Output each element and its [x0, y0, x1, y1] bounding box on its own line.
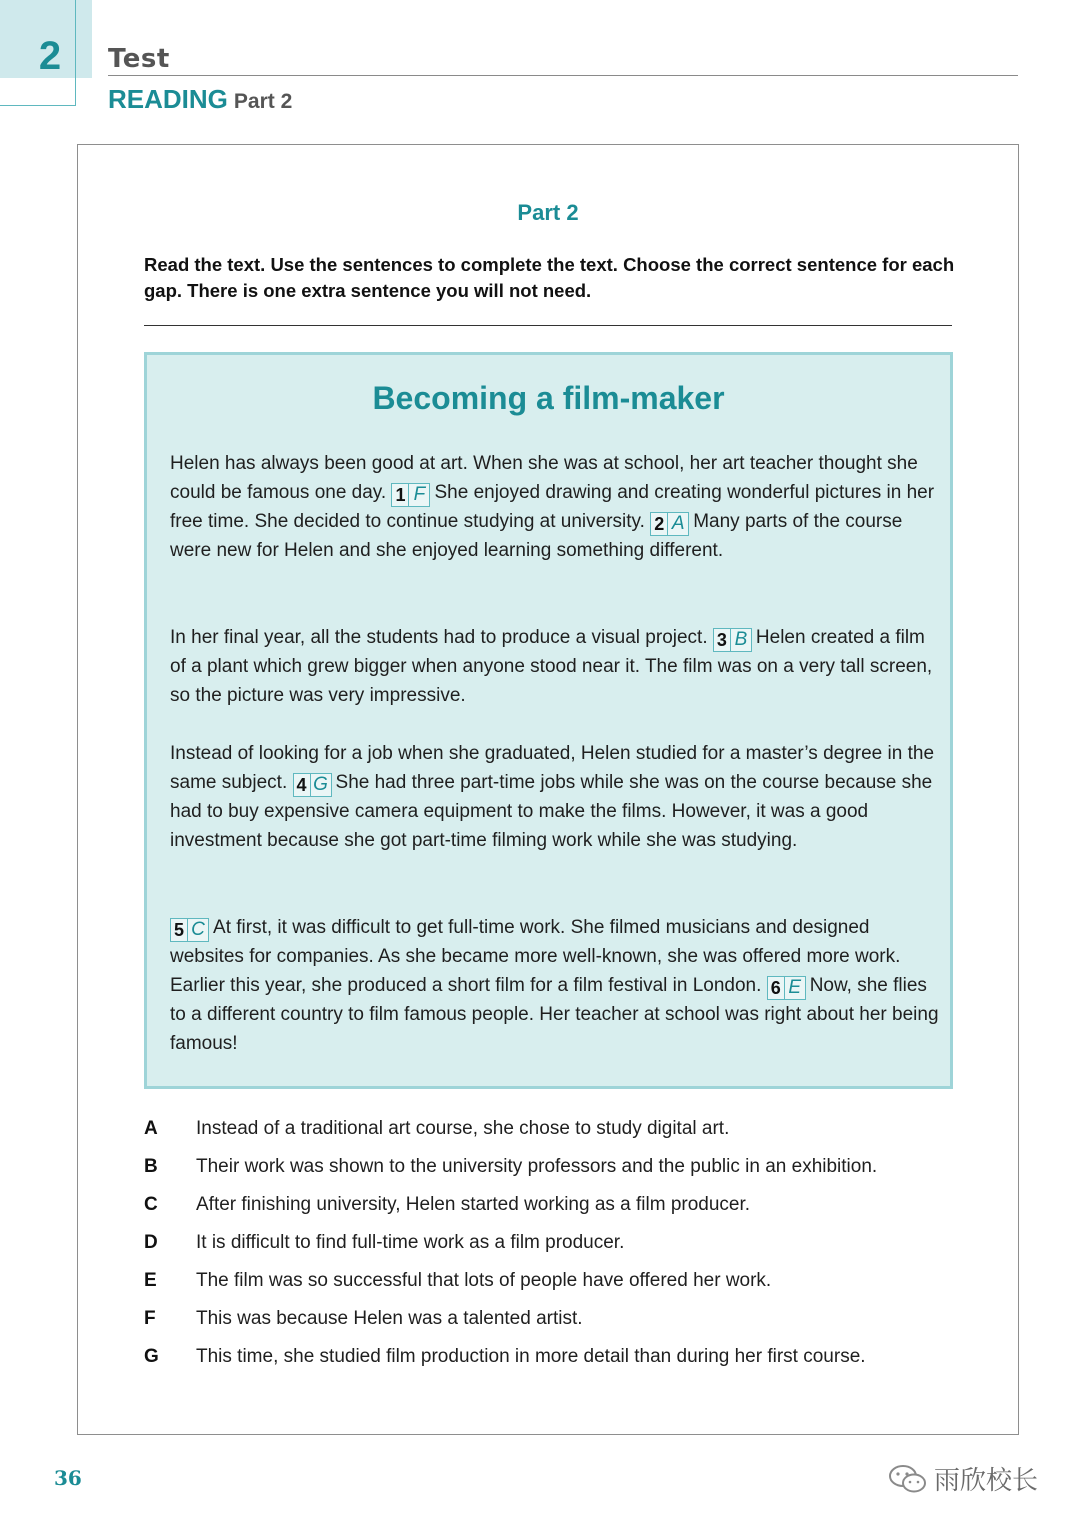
paragraph-text: In her final year, all the students had to produce a visual project. [170, 627, 713, 648]
option-f[interactable] [144, 1300, 964, 1338]
answer-gap-6[interactable] [767, 976, 806, 1000]
gap-answer: B [734, 629, 748, 650]
gap-answer: E [788, 977, 802, 998]
gap-number: 3 [714, 629, 731, 651]
option-letter: E [144, 1270, 157, 1291]
option-letter: F [144, 1308, 156, 1329]
answer-gap-4[interactable] [293, 773, 332, 797]
gap-number: 6 [768, 977, 785, 999]
article-paragraph-1 [170, 449, 940, 565]
option-text: This was because Helen was a talented artist. [196, 1308, 583, 1329]
article-paragraph-3 [170, 739, 940, 855]
paragraph-text: She enjoyed drawing and creating wonderful pictures in her free time. She decided to continue studying at university. [170, 482, 935, 532]
option-letter: A [144, 1118, 158, 1139]
option-c[interactable] [144, 1186, 964, 1224]
paragraph-text: Now, she flies to a different country to film famous people. Her teacher at school was right about her being famous! [170, 975, 939, 1054]
answer-gap-1[interactable] [391, 483, 430, 507]
option-text: Instead of a traditional art course, she chose to study digital art. [196, 1118, 730, 1139]
section-name: READING [108, 84, 228, 114]
paragraph-text: At first, it was difficult to get full-time work. She filmed musicians and designed websites for companies. As she became more well-known, she was offered more work. Earlier this year, she produced a short film for a film festival in London. [170, 917, 901, 996]
header-divider [108, 75, 1018, 76]
option-letter: C [144, 1194, 158, 1215]
section-title [108, 84, 292, 115]
paragraph-text: Instead of looking for a job when she graduated, Helen studied for a master’s degree in the same subject. [170, 743, 935, 793]
option-text: It is difficult to find full-time work as a film producer. [196, 1232, 625, 1253]
paragraph-text: Many parts of the course were new for Helen and she enjoyed learning something different. [170, 511, 903, 561]
gap-number: 2 [651, 513, 668, 535]
gap-number: 5 [171, 919, 188, 941]
option-text: After finishing university, Helen started working as a film producer. [196, 1194, 751, 1215]
option-b[interactable] [144, 1148, 964, 1186]
wechat-icon [888, 1463, 928, 1495]
part-heading: Part 2 [517, 200, 579, 225]
instructions-divider [144, 325, 952, 326]
article-paragraph-4 [170, 913, 940, 1058]
gap-number: 1 [392, 484, 409, 506]
option-text: This time, she studied film production in more detail than during her first course. [196, 1346, 866, 1367]
watermark [888, 1460, 1038, 1497]
test-label: Test [108, 44, 170, 74]
gap-answer: C [191, 919, 205, 940]
sentence-options [144, 1110, 964, 1376]
gap-answer: A [671, 513, 685, 534]
instructions: Read the text. Use the sentences to complete the text. Choose the correct sentence for each gap. There is one extra sentence you will not need. [144, 254, 955, 301]
option-letter: B [144, 1156, 158, 1177]
section-part: Part 2 [233, 90, 293, 113]
option-text: The film was so successful that lots of people have offered her work. [196, 1270, 772, 1291]
gap-answer: G [313, 774, 328, 795]
paragraph-text: Helen created a film of a plant which grew bigger when anyone stood near it. The film was on a very tall screen, so the picture was very impressive. [170, 627, 933, 706]
option-d[interactable] [144, 1224, 964, 1262]
article-paragraph-2 [170, 623, 940, 710]
option-letter: D [144, 1232, 158, 1253]
answer-gap-5[interactable] [170, 918, 209, 942]
option-a[interactable] [144, 1110, 964, 1148]
option-letter: G [144, 1346, 159, 1367]
test-number: 2 [38, 34, 62, 78]
answer-gap-3[interactable] [713, 628, 752, 652]
answer-gap-2[interactable] [650, 512, 689, 536]
option-text: Their work was shown to the university professors and the public in an exhibition. [196, 1156, 878, 1177]
article-title: Becoming a film-maker [372, 380, 725, 416]
option-g[interactable] [144, 1338, 964, 1376]
watermark-text: 雨欣校长 [934, 1465, 1039, 1495]
page-number: 36 [54, 1466, 82, 1490]
option-e[interactable] [144, 1262, 964, 1300]
gap-number: 4 [294, 774, 311, 796]
gap-answer: F [413, 484, 426, 505]
paragraph-text: She had three part-time jobs while she was on the course because she had to buy expensive camera equipment to make the films. However, it was a good investment because she got part-time filming work while she was studying. [170, 772, 933, 851]
paragraph-text: Helen has always been good at art. When she was at school, her art teacher thought she could be famous one day. [170, 453, 918, 503]
